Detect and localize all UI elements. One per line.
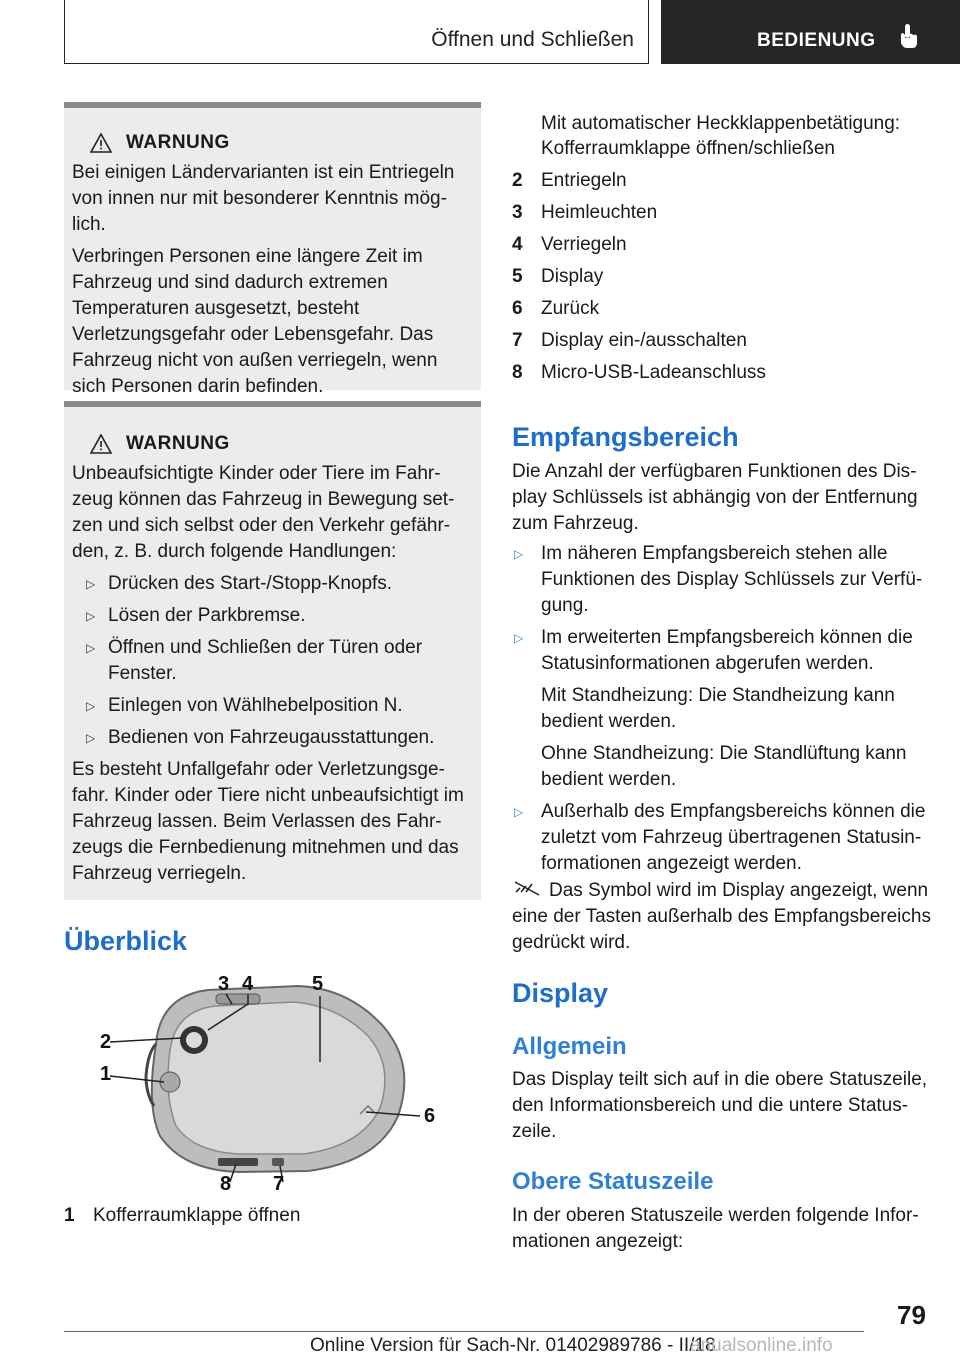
upper-status-heading: Obere Statuszeile [512,1168,714,1195]
list-item: ▷ Drücken des Start-/Stopp-Knopfs. [72,571,473,597]
chapter-title: BEDIENUNG [757,30,876,51]
warning-2-outro: Es besteht Unfallgefahr oder Verletzungsgefahr. Kinder oder Tiere nicht unbeaufsichtigt im Fahrzeug lassen. Beim Verlassen des Fahrzeugs die Fernbedienung mitnehmen und das Fahrzeug verriegeln. [72,759,464,884]
warning-triangle-icon [90,133,112,153]
page-number: 79 [897,1300,926,1330]
display-heading: Display [512,978,609,1008]
callout-2: 2 [100,1031,112,1053]
warning-2-title: WARNUNG [126,433,230,454]
reception-heading: Empfangsbereich [512,422,739,452]
header-chapter-box [661,0,960,64]
overview-heading: Überblick [64,926,188,956]
display-key-illustration [98,966,448,1196]
warning-2-intro: Unbeaufsichtigte Kinder oder Tiere im Fahrzeug können das Fahrzeug in Bewegung setzen und sich selbst oder den Verkehr gefährden, z. B. durch folgende Handlungen: [72,463,455,562]
list-item: ▷ Öffnen und Schließen der Türen oder Fenster. [72,635,473,687]
callout-8: 8 [220,1173,232,1195]
warning-2-list [72,571,473,751]
warning-1-paragraph-2: Verbringen Personen eine längere Zeit im Fahrzeug und sind dadurch extremen Temperaturen ausgesetzt, besteht Verletzungsgefahr oder Lebensgefahr. Das Fahrzeug nicht von außen verriegeln, wenn sich Personen darin befinden. [72,246,438,397]
warning-triangle-icon [90,434,112,454]
reception-list [512,541,932,883]
warning-1-paragraph-1: Bei einigen Ländervarianten ist ein Entriegeln von innen nur mit besonderer Kenntnis möglich. [72,162,455,235]
callout-5: 5 [312,973,324,995]
online-version-note: Online Version für Sach-Nr. 01402989786 - II/18 [310,1335,716,1356]
list-item: ▷ Bedienen von Fahrzeugausstattungen. [72,725,473,751]
symbol-note: Das Symbol wird im Display angezeigt, wenn eine der Tasten außerhalb des Empfangsbereichs gedrückt wird. [512,880,931,953]
list-item-note: Mit Standheizung: Die Standheizung kann bedient werden. [541,685,895,732]
list-item: ▷ Einlegen von Wählhebelposition N. [72,693,473,719]
callout-3: 3 [218,973,230,995]
footer-divider [64,1331,864,1332]
callout-4: 4 [242,973,254,995]
watermark: anualsonline.info [690,1335,833,1356]
list-item-note: Ohne Standheizung: Die Standlüftung kann bedient werden. [541,743,907,790]
hand-pointer-icon [897,22,921,50]
list-item: ▷ Außerhalb des Empfangsbereichs können die zuletzt vom Fahrzeug übertragenen Statusinformationen angezeigt werden. [512,799,932,877]
warning-box-1 [64,102,481,397]
section-title: Öffnen und Schließen [431,28,634,51]
list-item: ▷ Im näheren Empfangsbereich stehen alle Funktionen des Display Schlüssels zur Verfügung. [512,541,932,619]
list-item: ▷ Lösen der Parkbremse. [72,603,473,629]
general-text: Das Display teilt sich auf in die obere Statuszeile, den Informationsbereich und die untere Statuszeile. [512,1069,928,1142]
callout-1: 1 [100,1063,112,1085]
upper-status-text: In der oberen Statuszeile werden folgende Informationen angezeigt: [512,1205,919,1252]
callout-7: 7 [273,1173,285,1195]
warning-box-2 [64,401,481,900]
warning-1-title: WARNUNG [126,132,230,153]
callout-6: 6 [424,1105,436,1127]
reception-intro: Die Anzahl der verfügbaren Funktionen des Display Schlüssels ist abhängig von der Entfernung zum Fahrzeug. [512,461,918,534]
general-heading: Allgemein [512,1033,627,1060]
list-item: ▷ Im erweiterten Empfangsbereich können die Statusinformationen abgerufen werden. Mit Standheizung: Die Standheizung kann bedient werden. Ohne Standheizung: Die Standlüftung kann bedient werden. [512,625,932,793]
header-section-box [64,0,649,64]
